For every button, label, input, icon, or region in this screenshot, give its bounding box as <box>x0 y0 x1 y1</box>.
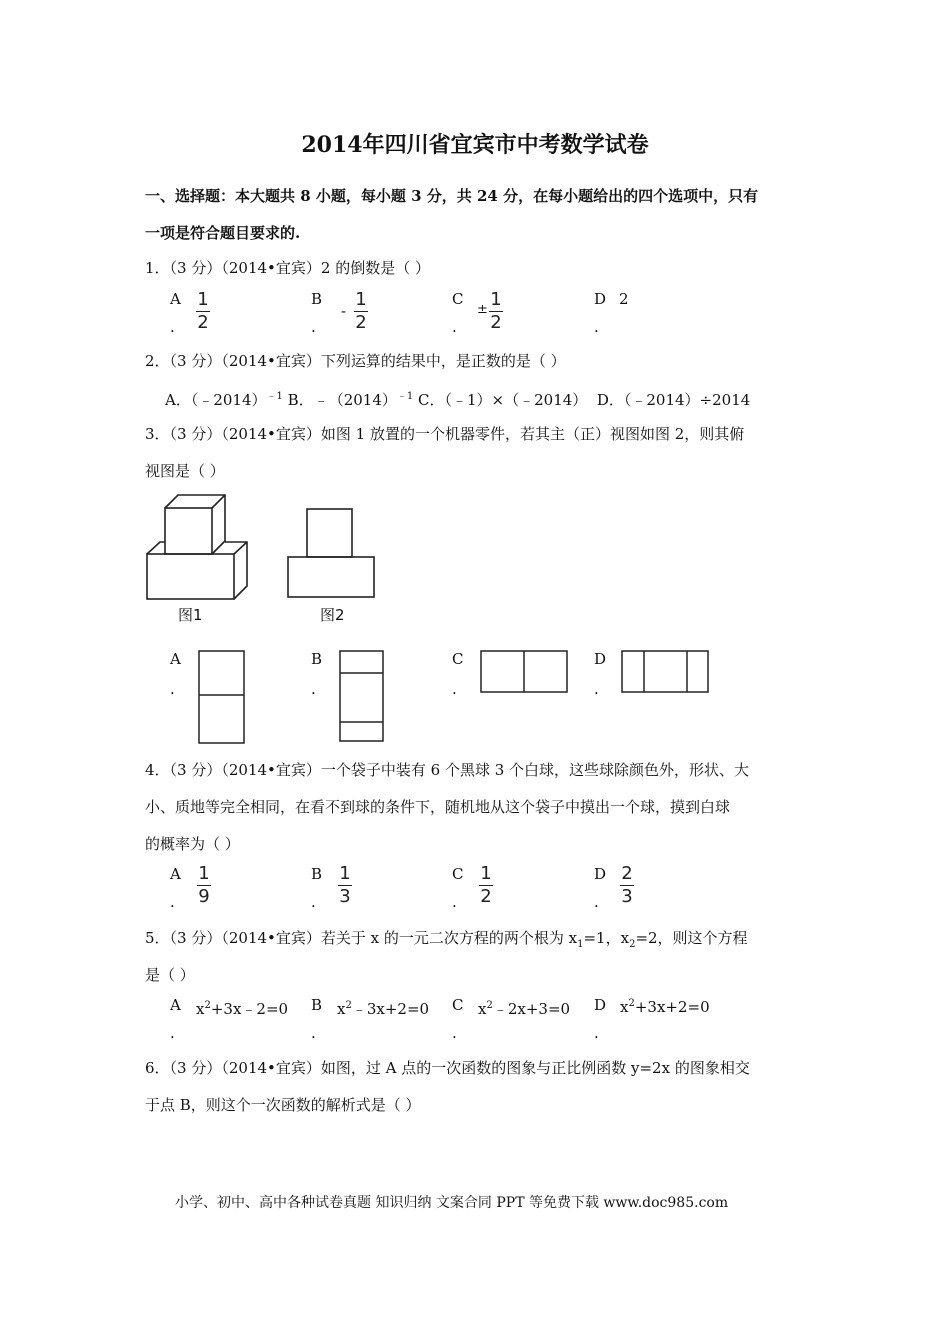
question-5-line2: 是（ ） <box>145 966 195 984</box>
q5-b-exp: 2 <box>345 1000 352 1011</box>
q1-option-d-value: 2 <box>619 290 629 308</box>
q4-option-a-fraction <box>197 864 211 907</box>
q2-option-a: A．（﹣2014） <box>165 391 267 409</box>
q3-option-b-dot: . <box>311 680 316 698</box>
q3-option-a-letter: A <box>170 650 181 668</box>
figure-1-caption: 图1 <box>178 606 203 624</box>
figure-2-caption: 图2 <box>320 606 345 624</box>
numerator: 2 <box>621 863 633 884</box>
q1-option-b-letter: B <box>311 290 323 308</box>
figure-2-front-view <box>285 505 380 600</box>
question-3-line2: 视图是（ ） <box>145 462 225 480</box>
q1-option-b-sign: - <box>341 302 347 320</box>
numerator: 1 <box>490 289 502 310</box>
q5-sub1: 1 <box>577 939 584 950</box>
q4-option-a-dot: . <box>170 893 175 911</box>
question-6-line2: 于点 B，则这个一次函数的解析式是（ ） <box>145 1096 421 1114</box>
q1-option-a-letter: A <box>170 290 181 308</box>
section-header-line2: 一项是符合题目要求的. <box>145 224 301 242</box>
q2-option-d: D．（﹣2014）÷2014 <box>596 391 751 409</box>
q3-option-a-figure <box>198 650 246 746</box>
q1-option-b-dot: . <box>311 318 316 336</box>
q5-c-var: x <box>478 1000 487 1018</box>
q2-option-a-exp: ﹣1 <box>266 391 283 402</box>
q3-option-c-dot: . <box>452 680 457 698</box>
q3-option-b-letter: B <box>311 650 323 668</box>
question-3-line1: 3．（3 分）（2014•宜宾）如图 1 放置的一个机器零件，若其主（正）视图如图 2，则其俯 <box>145 425 745 443</box>
q5-option-a-letter: A <box>170 996 181 1014</box>
page-title: 2014年四川省宜宾市中考数学试卷 <box>301 132 649 158</box>
q3-option-c-letter: C <box>452 650 464 668</box>
q5-stem-part3: =2，则这个方程 <box>635 929 748 947</box>
q5-option-b-letter: B <box>311 996 323 1014</box>
q4-option-b-dot: . <box>311 893 316 911</box>
q2-option-b-exp: ﹣1 <box>396 391 414 402</box>
q5-stem-part1: 5．（3 分）（2014•宜宾）若关于 x 的一元二次方程的两个根为 x <box>145 929 578 947</box>
denominator: 2 <box>355 312 367 333</box>
q5-stem-part2: =1，x <box>583 929 630 947</box>
q2-option-b: B．﹣（2014） <box>287 391 397 409</box>
question-4-line1: 4．（3 分）（2014•宜宾）一个袋子中装有 6 个黑球 3 个白球，这些球除颜色外，形状、大 <box>145 761 750 779</box>
q5-option-d-letter: D <box>594 996 607 1014</box>
question-6-line1: 6．（3 分）（2014•宜宾）如图，过 A 点的一次函数的图象与正比例函数 y=2x 的图象相交 <box>145 1059 750 1077</box>
question-4-line2: 小、质地等完全相同，在看不到球的条件下，随机地从这个袋子中摸出一个球，摸到白球 <box>145 798 731 816</box>
q1-option-a-fraction <box>196 290 210 333</box>
question-1-stem: 1．（3 分）（2014•宜宾）2 的倒数是（ ） <box>145 259 430 277</box>
numerator: 1 <box>197 289 209 310</box>
q1-option-d-letter: D <box>594 290 607 308</box>
q1-option-a-dot: . <box>170 318 175 336</box>
q3-option-b-figure <box>339 650 385 744</box>
figure-1-machine-part <box>140 490 260 610</box>
denominator: 9 <box>198 886 210 907</box>
q5-c-rest: ﹣2x+3=0 <box>492 1000 571 1018</box>
section-header-line1: 一、选择题：本大题共 8 小题，每小题 3 分，共 24 分，在每小题给出的四个选项中，只有 <box>145 187 759 205</box>
numerator: 1 <box>355 289 367 310</box>
q5-option-c-expr <box>478 998 570 1019</box>
denominator: 2 <box>480 886 492 907</box>
q5-b-rest: ﹣3x+2=0 <box>351 1000 430 1018</box>
q4-option-d-letter: D <box>594 865 607 883</box>
q5-d-var: x <box>620 998 629 1016</box>
q5-option-a-dot: . <box>170 1024 175 1042</box>
q5-option-c-dot: . <box>452 1024 457 1042</box>
q5-option-b-dot: . <box>311 1024 316 1042</box>
q5-sub2: 2 <box>629 939 636 950</box>
question-5-line1 <box>145 927 748 950</box>
q4-option-c-fraction <box>479 864 493 907</box>
denominator: 2 <box>490 312 502 333</box>
page-footer: 小学、初中、高中各种试卷真题 知识归纳 文案合同 PPT 等免费下载 www.doc985.com <box>175 1195 729 1211</box>
numerator: 1 <box>480 863 492 884</box>
q4-option-b-fraction <box>338 864 352 907</box>
q5-b-var: x <box>337 1000 346 1018</box>
q3-option-d-figure <box>621 650 711 695</box>
q5-option-d-expr <box>620 998 710 1016</box>
q4-option-d-fraction <box>620 864 634 907</box>
q2-option-c: C．（﹣1）×（﹣2014） <box>418 391 588 409</box>
q3-option-d-dot: . <box>594 680 599 698</box>
q4-option-a-letter: A <box>170 865 181 883</box>
denominator: 2 <box>197 312 209 333</box>
question-4-line3: 的概率为（ ） <box>145 835 240 853</box>
numerator: 1 <box>198 863 210 884</box>
denominator: 3 <box>621 886 633 907</box>
q4-option-d-dot: . <box>594 893 599 911</box>
q5-c-exp: 2 <box>486 1000 493 1011</box>
q3-option-d-letter: D <box>594 650 607 668</box>
q1-option-d-dot: . <box>594 318 599 336</box>
q5-option-c-letter: C <box>452 996 464 1014</box>
q3-option-a-dot: . <box>170 680 175 698</box>
q4-option-c-dot: . <box>452 893 457 911</box>
q1-option-b-fraction <box>354 290 368 333</box>
q5-a-exp: 2 <box>204 1000 211 1011</box>
q1-option-c-fraction <box>489 290 503 333</box>
denominator: 3 <box>339 886 351 907</box>
q5-option-d-dot: . <box>594 1024 599 1042</box>
q5-a-var: x <box>196 1000 205 1018</box>
q5-option-b-expr <box>337 998 429 1019</box>
numerator: 1 <box>339 863 351 884</box>
q5-d-rest: +3x+2=0 <box>634 998 710 1016</box>
q3-option-c-figure <box>480 650 570 695</box>
q5-option-a-expr <box>196 998 288 1019</box>
q5-a-rest: +3x﹣2=0 <box>210 1000 289 1018</box>
q4-option-c-letter: C <box>452 865 464 883</box>
q1-option-c-dot: . <box>452 318 457 336</box>
q4-option-b-letter: B <box>311 865 323 883</box>
q5-d-exp: 2 <box>628 998 635 1009</box>
q1-option-c-sign: ± <box>477 302 488 317</box>
q1-option-c-letter: C <box>452 290 464 308</box>
q2-options-line <box>165 387 750 410</box>
question-2-stem: 2．（3 分）（2014•宜宾）下列运算的结果中，是正数的是（ ） <box>145 352 566 370</box>
